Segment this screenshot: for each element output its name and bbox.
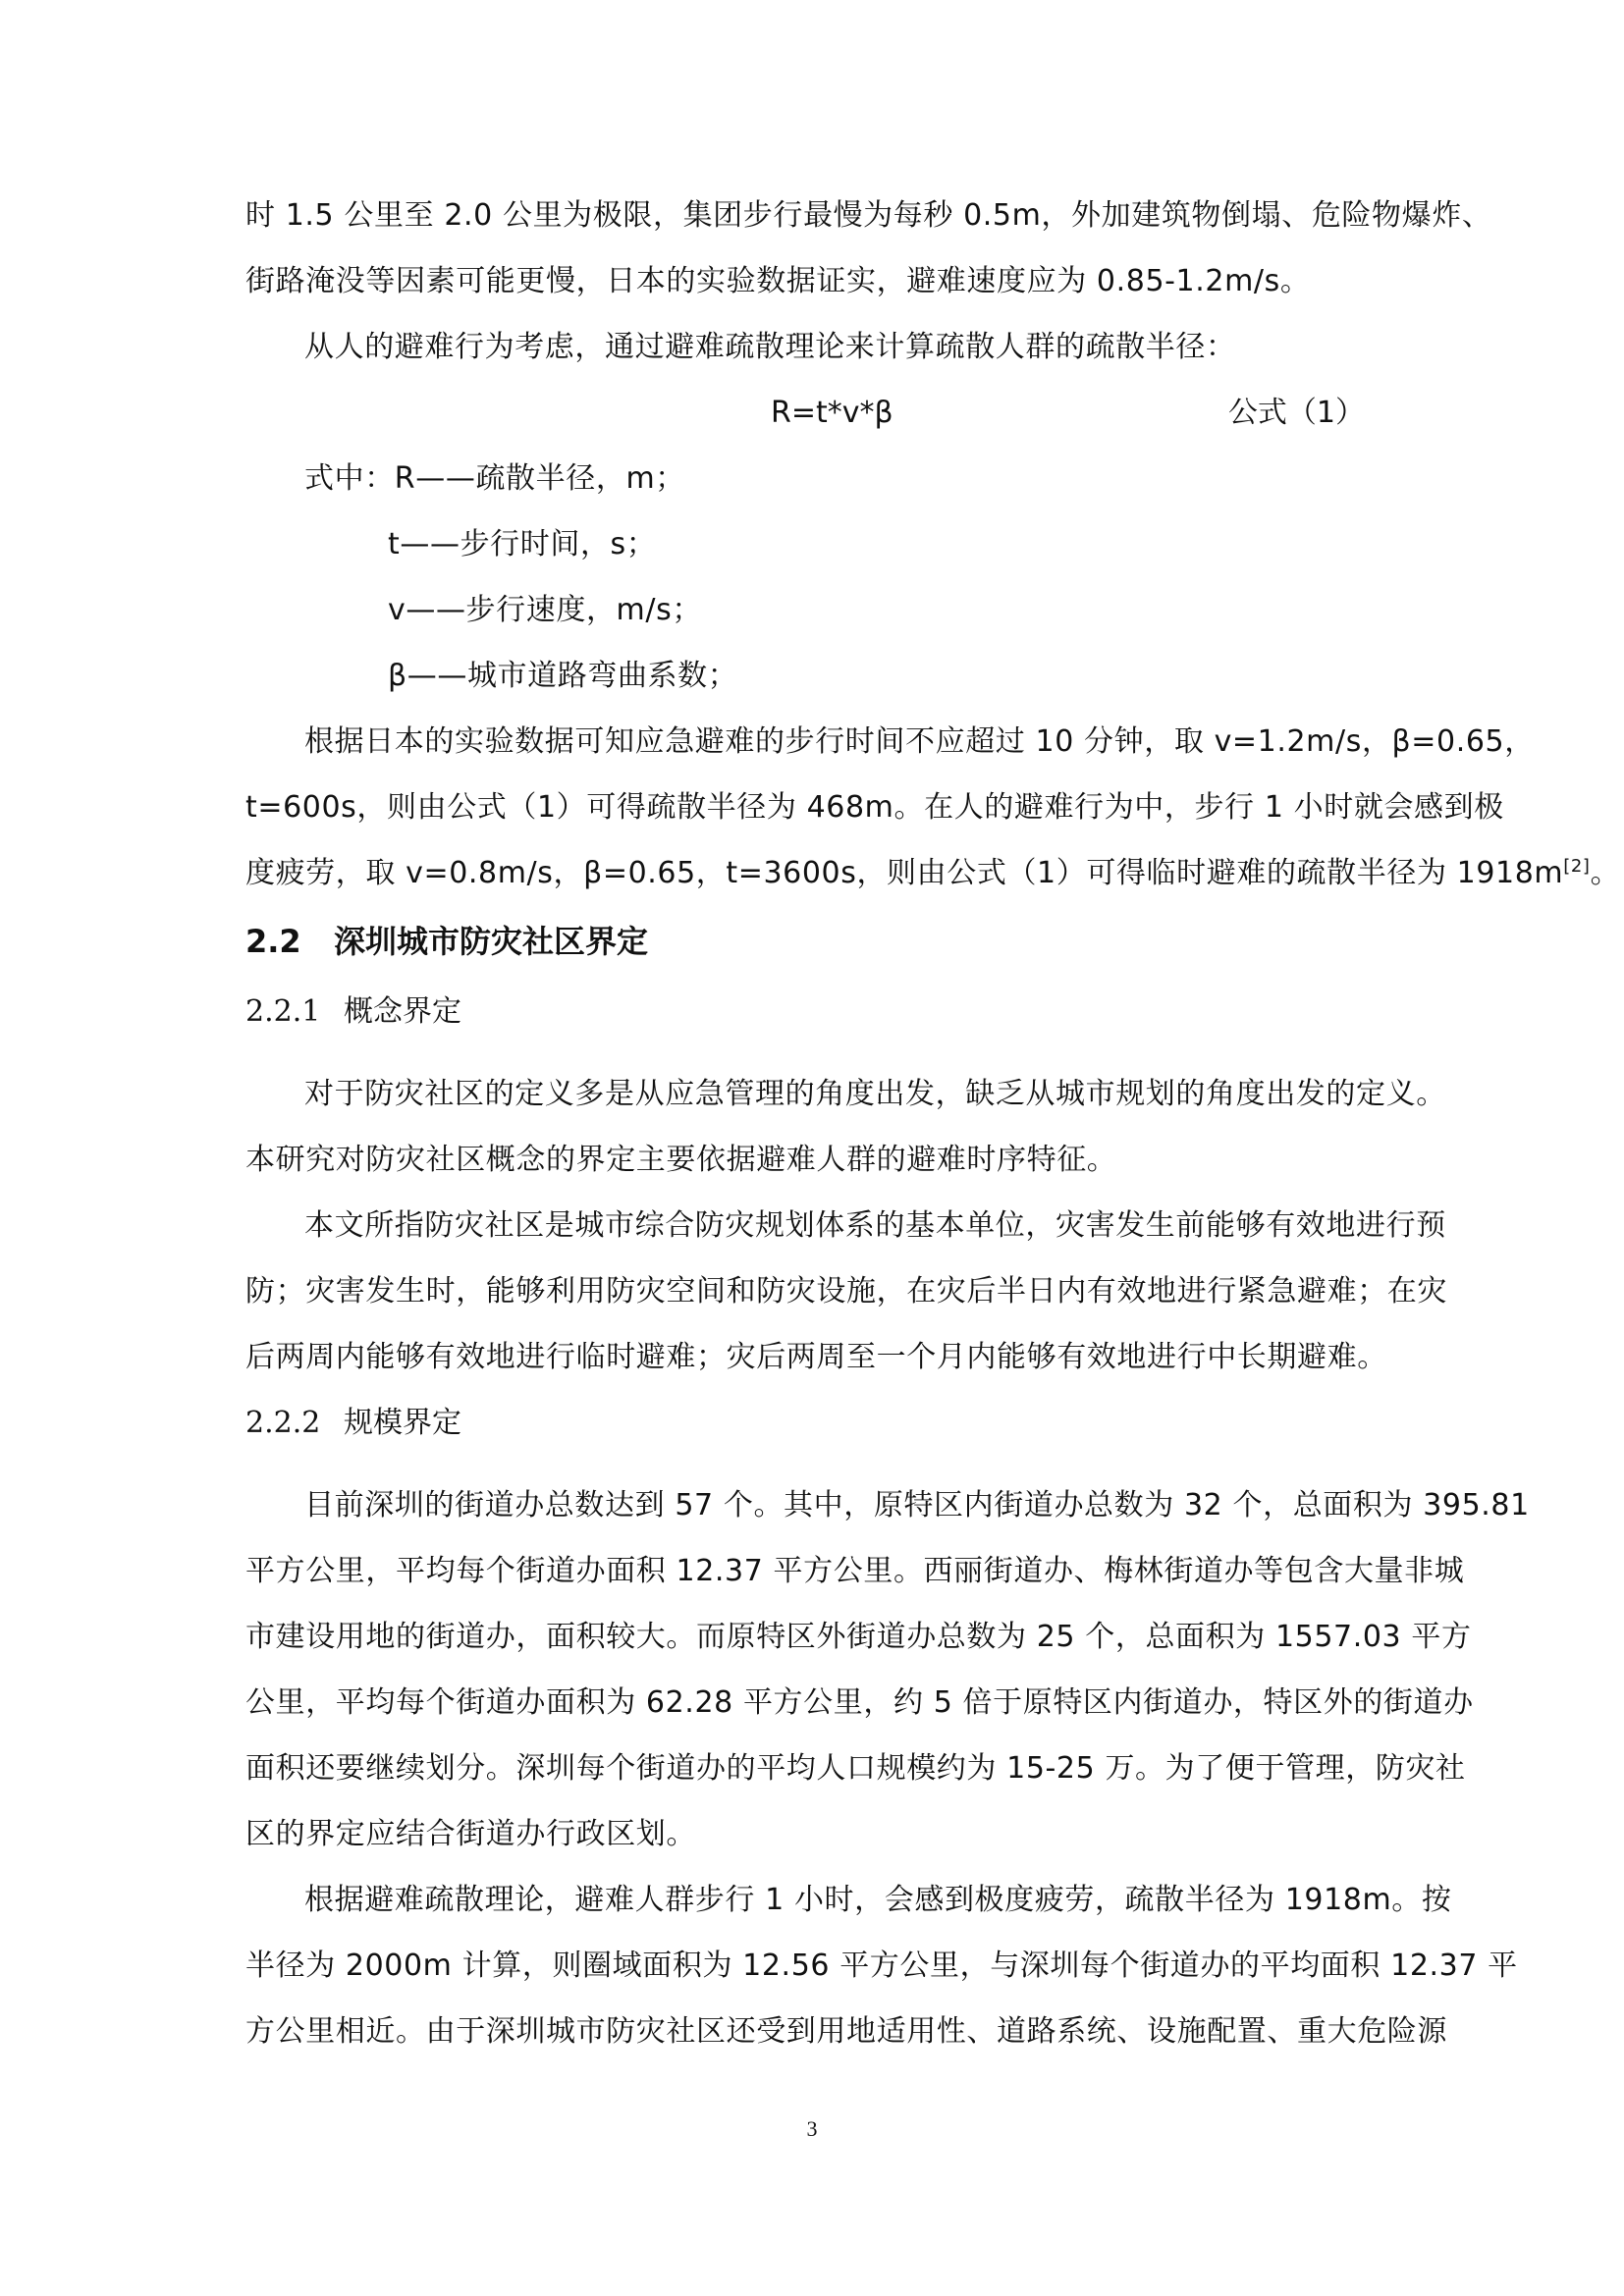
body-line: 本文所指防灾社区是城市综合防灾规划体系的基本单位，灾害发生前能够有效地进行预 [304, 1208, 1446, 1243]
variable-definition: 式中：R——疏散半径，m； [304, 461, 685, 496]
formula-row [245, 394, 1384, 433]
variable-definition: β——城市道路弯曲系数； [388, 659, 738, 693]
page-body [245, 196, 1621, 2078]
section-heading-2-2-1 [245, 992, 1384, 1032]
body-line: 方公里相近。由于深圳城市防灾社区还受到用地适用性、道路系统、设施配置、重大危险源 [245, 2014, 1447, 2049]
body-line: 根据避难疏散理论，避难人群步行 1 小时，会感到极度疲劳，疏散半径为 1918m。按 [304, 1883, 1452, 1917]
formula-expression: R=t*v*β [771, 396, 893, 430]
body-line-text: 度疲劳，取 v=0.8m/s，β=0.65，t=3600s，则由公式（1）可得临时避难的疏散半径为 1918m [245, 856, 1564, 890]
body-line-text: 。 [1590, 856, 1621, 890]
body-line: 时 1.5 公里至 2.0 公里为极限，集团步行最慢为每秒 0.5m，外加建筑物倒塌、危险物爆炸、 [245, 198, 1492, 233]
body-line: 目前深圳的街道办总数达到 57 个。其中，原特区内街道办总数为 32 个，总面积为 395.81 [304, 1488, 1530, 1522]
body-line: 后两周内能够有效地进行临时避难；灾后两周至一个月内能够有效地进行中长期避难。 [245, 1340, 1387, 1374]
variable-definition: t——步行时间，s； [388, 527, 657, 561]
page-number: 3 [806, 2116, 818, 2141]
body-line [245, 854, 1621, 893]
body-line: 区的界定应结合街道办行政区划。 [245, 1817, 696, 1851]
section-number: 2.2 [245, 923, 301, 960]
variable-definition: v——步行速度，m/s； [388, 593, 702, 627]
body-line: 从人的避难行为考虑，通过避难疏散理论来计算疏散人群的疏散半径： [304, 330, 1236, 364]
formula-label: 公式（1） [1227, 396, 1365, 430]
body-line: 对于防灾社区的定义多是从应急管理的角度出发，缺乏从城市规划的角度出发的定义。 [304, 1077, 1446, 1111]
body-line: 公里，平均每个街道办面积为 62.28 平方公里，约 5 倍于原特区内街道办，特区外的街道办 [245, 1685, 1474, 1720]
body-line: 防；灾害发生时，能够利用防灾空间和防灾设施，在灾后半日内有效地进行紧急避难；在灾 [245, 1274, 1447, 1308]
section-title: 深圳城市防灾社区界定 [334, 923, 649, 960]
body-line: 半径为 2000m 计算，则圈域面积为 12.56 平方公里，与深圳每个街道办的平均面积 12.37 平 [245, 1949, 1518, 1983]
section-number: 2.2.1 [245, 994, 321, 1029]
body-line: 本研究对防灾社区概念的界定主要依据避难人群的避难时序特征。 [245, 1143, 1117, 1177]
citation-ref[interactable]: [2] [1563, 856, 1591, 877]
body-line: 街路淹没等因素可能更慢，日本的实验数据证实，避难速度应为 0.85-1.2m/s。 [245, 264, 1311, 298]
section-heading-2-2 [245, 920, 1384, 963]
body-line: 平方公里，平均每个街道办面积 12.37 平方公里。西丽街道办、梅林街道办等包含大量非城 [245, 1554, 1465, 1588]
section-heading-2-2-2 [245, 1404, 1384, 1443]
body-line: t=600s，则由公式（1）可得疏散半径为 468m。在人的避难行为中，步行 1 小时就会感到极 [245, 790, 1504, 825]
section-title: 概念界定 [344, 994, 461, 1029]
body-line: 面积还要继续划分。深圳每个街道办的平均人口规模约为 15-25 万。为了便于管理，防灾社 [245, 1751, 1466, 1786]
body-line: 根据日本的实验数据可知应急避难的步行时间不应超过 10 分钟，取 v=1.2m/s，β=0.65， [304, 724, 1535, 759]
section-title: 规模界定 [344, 1406, 461, 1440]
body-line: 市建设用地的街道办，面积较大。而原特区外街道办总数为 25 个，总面积为 1557.03 平方 [245, 1620, 1472, 1654]
section-number: 2.2.2 [245, 1406, 321, 1440]
